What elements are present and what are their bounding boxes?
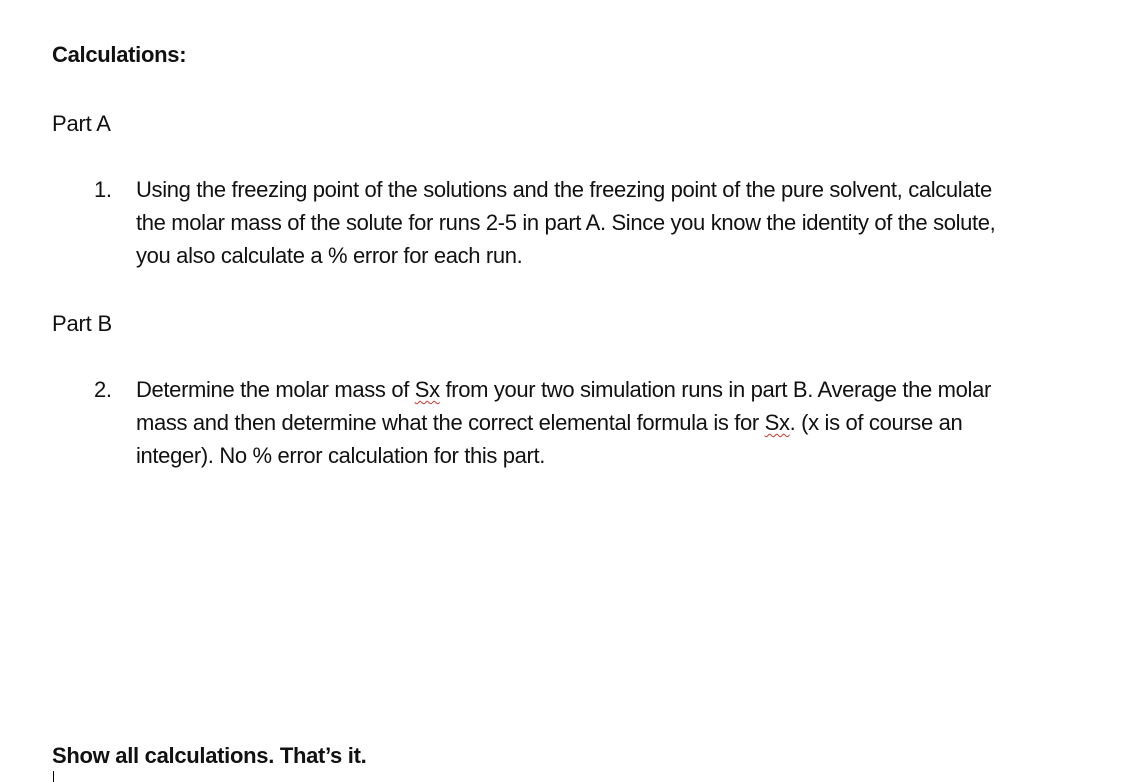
part-a-label: Part A: [52, 111, 111, 136]
text-cursor[interactable]: [53, 771, 54, 782]
list-item-line: [136, 373, 1104, 406]
list-item-text: [136, 173, 1104, 272]
closing-instruction: Show all calculations. That’s it.: [52, 743, 367, 768]
list-item-number: 2.: [94, 377, 112, 402]
part-b-label: Part B: [52, 311, 112, 336]
list-item-text: [136, 373, 1104, 472]
list-item-2: [94, 373, 1104, 472]
list-item-number: 1.: [94, 177, 112, 202]
list-item-line: the molar mass of the solute for runs 2-5 in part A. Since you know the identity of the solute,: [136, 210, 996, 235]
text-run: Determine the molar mass of: [136, 377, 415, 402]
list-item-1: [94, 173, 1104, 272]
spellcheck-term: Sx: [414, 377, 440, 402]
spellcheck-term: Sx: [764, 410, 790, 435]
list-item-line: Using the freezing point of the solutions and the freezing point of the pure solvent, calculate: [136, 177, 992, 202]
calculations-heading: Calculations:: [52, 42, 187, 67]
text-run: . (x is of course an: [789, 410, 963, 435]
list-item-line: [136, 406, 1104, 439]
list-item-line: you also calculate a % error for each run.: [136, 243, 523, 268]
list-item-line: integer). No % error calculation for this part.: [136, 443, 546, 468]
text-run: mass and then determine what the correct elemental formula is for: [136, 410, 765, 435]
text-run: from your two simulation runs in part B. Average the molar: [439, 377, 991, 402]
